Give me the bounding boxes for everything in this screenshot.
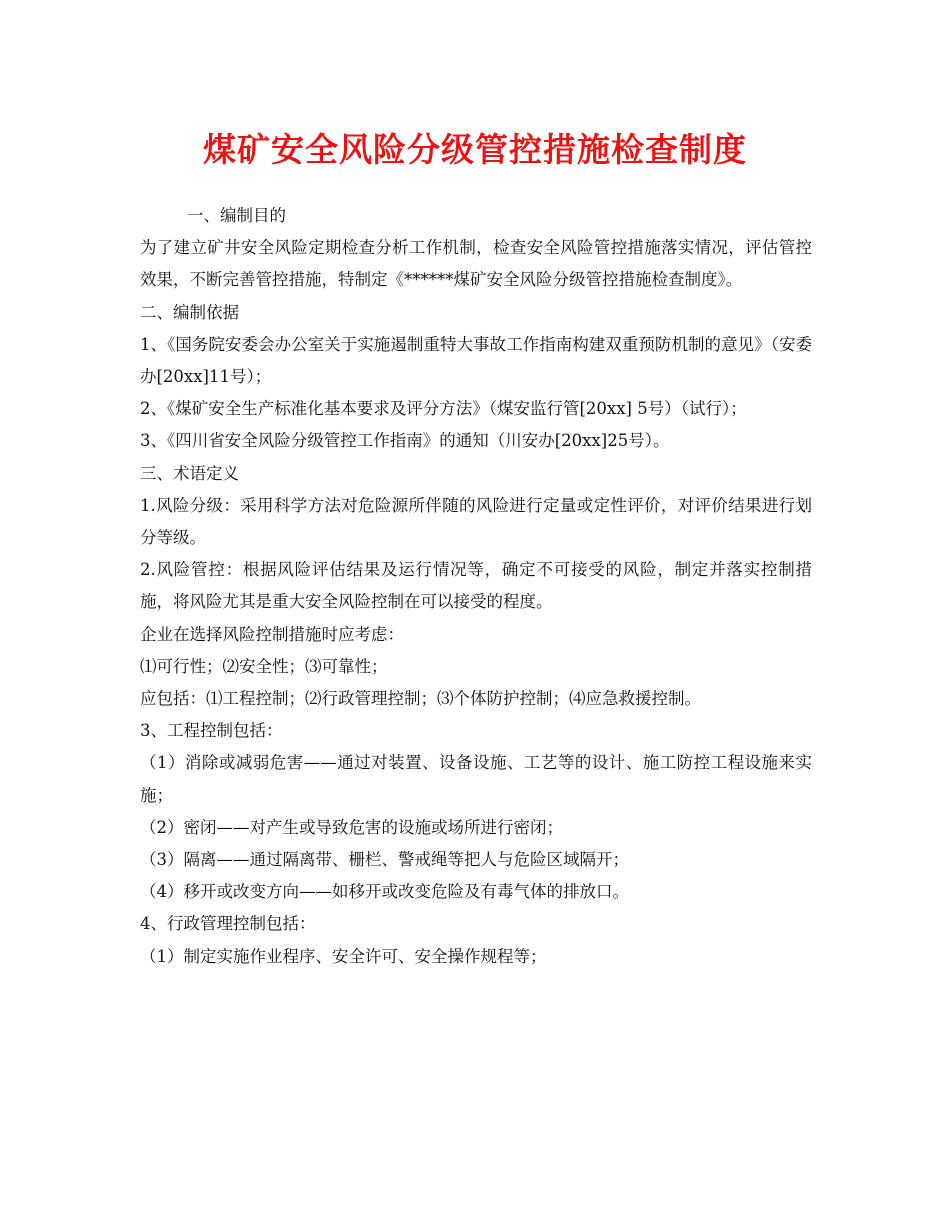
document-title: 煤矿安全风险分级管控措施检查制度 [203,130,747,169]
paragraph-criteria: ⑴可行性；⑵安全性；⑶可靠性； [140,656,388,676]
administrative-item-1: （1）制定实施作业程序、安全许可、安全操作规程等； [140,946,547,966]
paragraph-purpose: 为了建立矿井安全风险定期检查分析工作机制，检查安全风险管控措施落实情况，评估管控效果，不断完善管控措施，特制定《******煤矿安全风险分级管控措施检查制度》。 [140,238,812,290]
document-body [140,200,812,973]
paragraph-considerations: 企业在选择风险控制措施时应考虑： [140,624,404,644]
heading-administrative-control: 4、行政管理控制包括： [140,914,316,934]
engineering-item-3: （3）隔离——通过隔离带、栅栏、警戒绳等把人与危险区域隔开； [140,850,629,870]
section-heading-basis: 二、编制依据 [140,302,239,322]
section-heading-purpose: 一、编制目的 [187,206,286,225]
basis-item-1: 1、《国务院安委会办公室关于实施遏制重特大事故工作指南构建双重预防机制的意见》（安委办[20xx]11号）； [140,334,812,387]
engineering-item-1: （1）消除或减弱危害——通过对装置、设备设施、工艺等的设计、施工防控工程设施来实施； [140,753,812,805]
heading-engineering-control: 3、工程控制包括： [140,721,283,741]
paragraph-includes: 应包括：⑴工程控制；⑵行政管理控制；⑶个体防护控制；⑷应急救援控制。 [140,689,701,709]
engineering-item-4: （4）移开或改变方向——如移开或改变危险及有毒气体的排放口。 [140,882,629,902]
basis-item-2: 2、《煤矿安全生产标准化基本要求及评分方法》（煤安监行管[20xx] 5号）（试行）； [140,399,747,419]
basis-item-3: 3、《四川省安全风险分级管控工作指南》的通知（川安办[20xx]25号）。 [140,431,670,451]
definition-risk-control: 2.风险管控：根据风险评估结果及运行情况等，确定不可接受的风险，制定并落实控制措施，将风险尤其是重大安全风险控制在可以接受的程度。 [140,560,812,612]
engineering-item-2: （2）密闭——对产生或导致危害的设施或场所进行密闭； [140,817,563,837]
section-heading-definitions: 三、术语定义 [140,463,239,483]
definition-risk-grading: 1.风险分级：采用科学方法对危险源所伴随的风险进行定量或定性评价，对评价结果进行划分等级。 [140,495,812,548]
